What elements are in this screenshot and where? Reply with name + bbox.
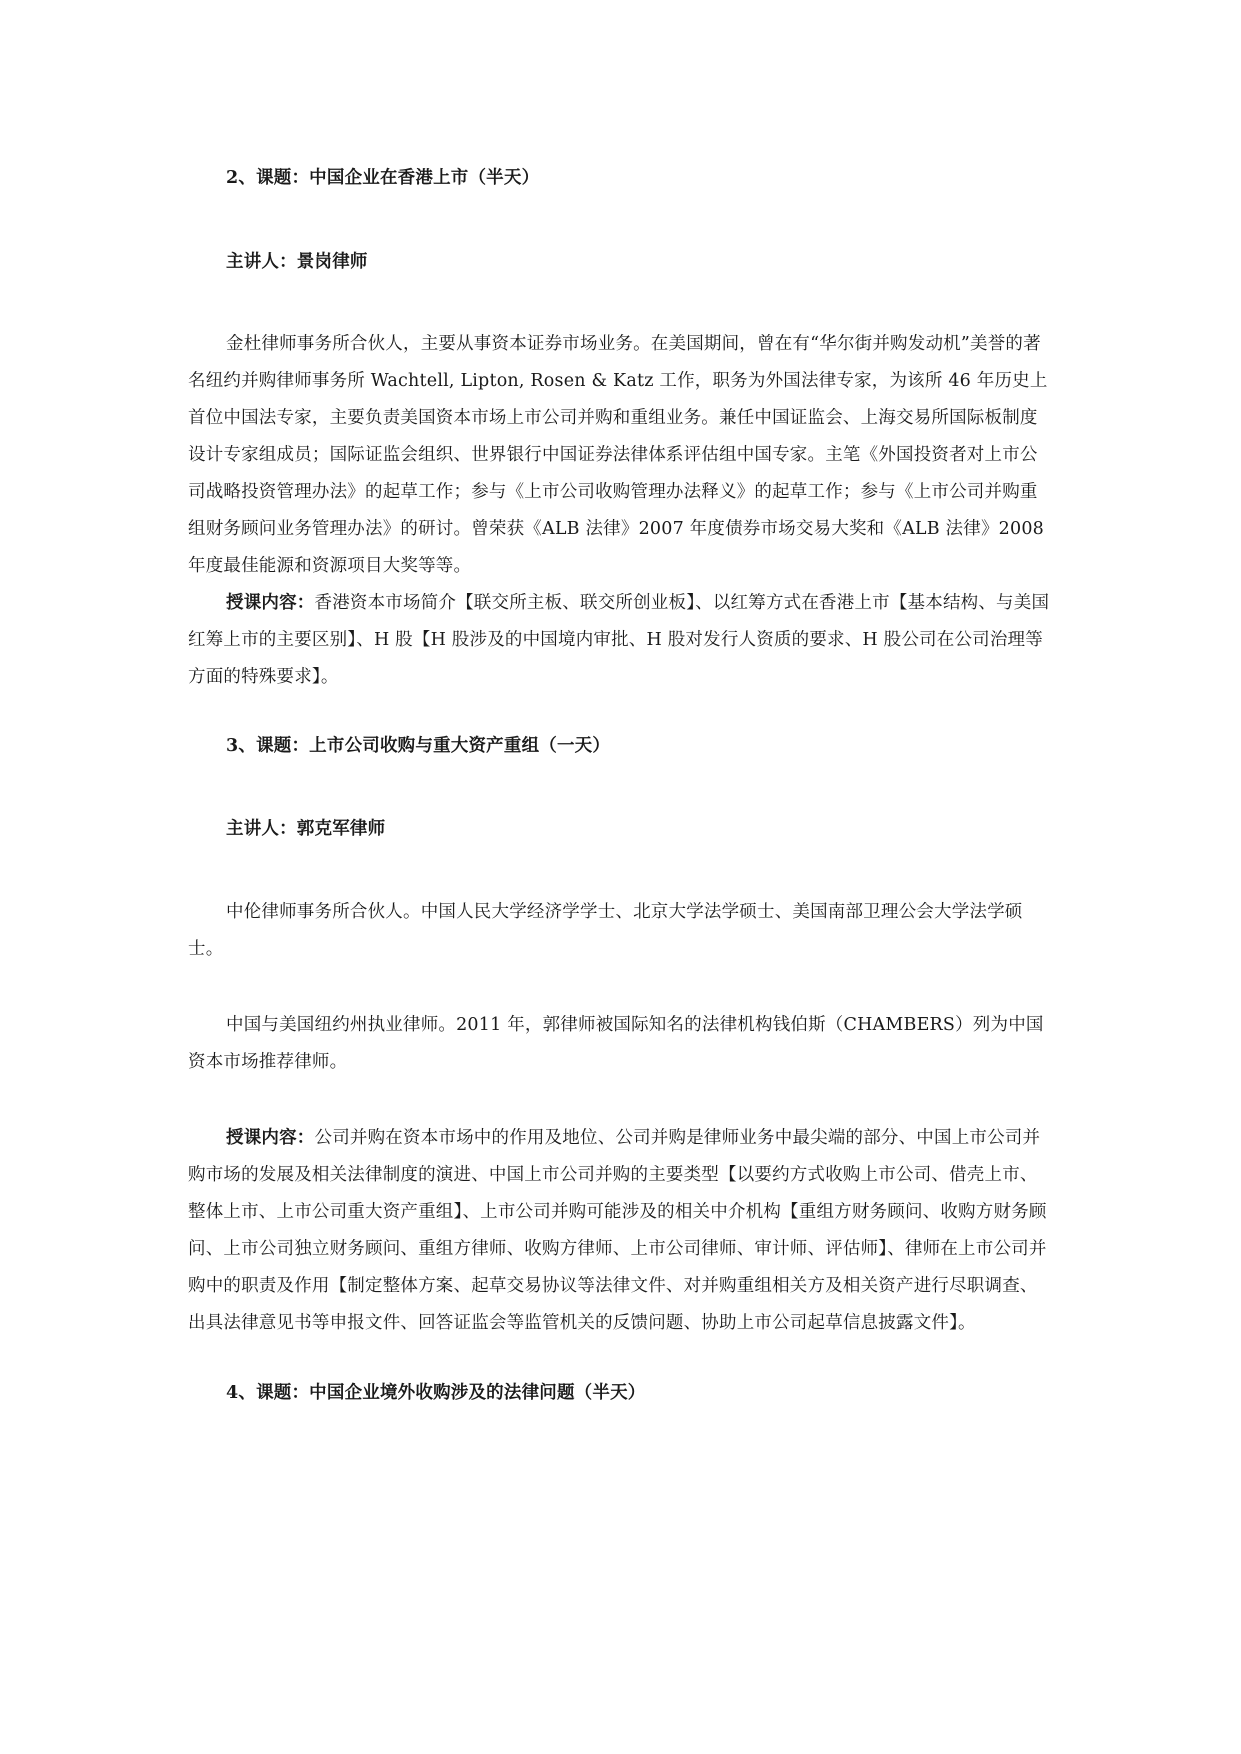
course-content-label: 授课内容：	[226, 593, 315, 613]
topic-3-lecturer-bio-1: 中伦律师事务所合伙人。中国人民大学经济学学士、北京大学法学硕士、美国南部卫理公会大学法学硕士。	[188, 902, 1023, 959]
topic-2-heading: 2、课题：中国企业在香港上市（半天）	[226, 168, 540, 188]
topic-4-heading: 4、课题：中国企业境外收购涉及的法律问题（半天）	[226, 1383, 646, 1403]
topic-3-lecturer: 主讲人：郭克军律师	[226, 819, 386, 839]
course-content-label: 授课内容：	[226, 1128, 315, 1148]
course-content-text: 公司并购在资本市场中的作用及地位、公司并购是律师业务中最尖端的部分、中国上市公司并购市场的发展及相关法律制度的演进、中国上市公司并购的主要类型【以要约方式收购上市公司、借壳上市、整体上市、上市公司重大资产重组】、上市公司并购可能涉及的相关中介机构【重组方财务顾问、收购方财务顾问、上市公司独立财务顾问、重组方律师、收购方律师、上市公司律师、审计师、评估师】、律师在上市公司并购中的职责及作用【制定整体方案、起草交易协议等法律文件、对并购重组相关方及相关资产进行尽职调查、出具法律意见书等申报文件、回答证监会等监管机关的反馈问题、协助上市公司起草信息披露文件】。	[188, 1128, 1047, 1333]
topic-2-lecturer: 主讲人：景岗律师	[226, 252, 368, 272]
topic-2-course-content	[188, 585, 1050, 696]
course-content-text: 香港资本市场简介【联交所主板、联交所创业板】、以红筹方式在香港上市【基本结构、与美国红筹上市的主要区别】、H 股【H 股涉及的中国境内审批、H 股对发行人资质的要求、H 股公司在公司治理等方面的特殊要求】。	[188, 593, 1050, 687]
topic-3-heading: 3、课题：上市公司收购与重大资产重组（一天）	[226, 736, 611, 756]
topic-3-course-content	[188, 1120, 1050, 1342]
topic-3-lecturer-bio-2: 中国与美国纽约州执业律师。2011 年，郭律师被国际知名的法律机构钱伯斯（CHAMBERS）列为中国资本市场推荐律师。	[188, 1015, 1044, 1072]
topic-2-lecturer-bio: 金杜律师事务所合伙人，主要从事资本证券市场业务。在美国期间，曾在有“华尔街并购发动机”美誉的著名纽约并购律师事务所 Wachtell, Lipton, Rosen & Katz 工作，职务为外国法律专家，为该所 46 年历史上首位中国法专家，主要负责美国资本市场上市公司并购和重组业务。兼任中国证监会、上海交易所国际板制度设计专家组成员；国际证监会组织、世界银行中国证券法律体系评估组中国专家。主笔《外国投资者对上市公司战略投资管理办法》的起草工作；参与《上市公司收购管理办法释义》的起草工作；参与《上市公司并购重组财务顾问业务管理办法》的研讨。曾荣获《ALB 法律》2007 年度债券市场交易大奖和《ALB 法律》2008 年度最佳能源和资源项目大奖等等。	[188, 334, 1048, 576]
